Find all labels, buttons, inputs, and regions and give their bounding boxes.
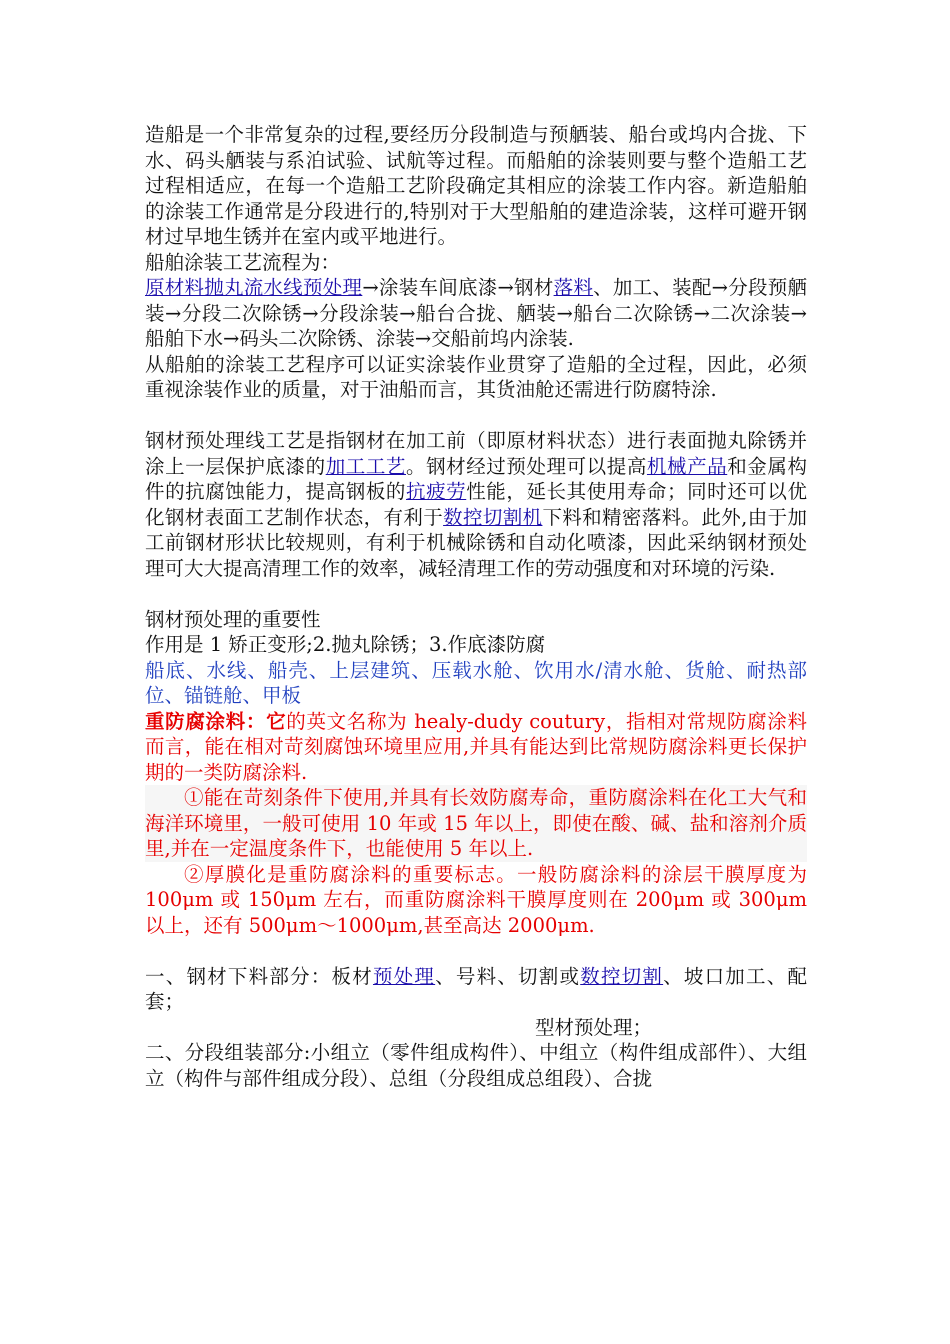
heavy-duty-coating-term: 重防腐涂料：它 (145, 709, 287, 733)
process-flow-paragraph (145, 275, 807, 352)
pretreatment-text-5: 下料和精密落料。此外,由于加工前钢材形状比较规则，有利于机械除锈和自动化喷漆，因此采纳钢材预处理可大大提高清理工作的效率，减轻清理工作的劳动强度和对环境的污染. (145, 505, 807, 580)
link-blanking[interactable]: 落料 (553, 276, 594, 299)
heavy-duty-point-2: ②厚膜化是重防腐涂料的重要标志。一般防腐涂料的涂层干膜厚度为 100μm 或 150μm 左右，而重防腐涂料干膜厚度则在 200μm 或 300μm 以上，还有 500μm～1000μm,甚至高达 2000μm. (145, 862, 807, 937)
spacer (145, 581, 807, 607)
steel-cutting-text-2: 、号料、切割或 (435, 964, 581, 988)
link-processing-technology[interactable]: 加工工艺 (325, 454, 406, 478)
profile-pretreatment-line: 型材预处理； (535, 1015, 653, 1039)
heavy-duty-point-1: ①能在苛刻条件下使用,并具有长效防腐寿命，重防腐涂料在化工大气和海洋环境里，一般可使用 10 年或 15 年以上，即使在酸、碱、盐和溶剂介质里,并在一定温度条件下，也能使用 5 年以上. (145, 786, 807, 860)
process-heading: 船舶涂装工艺流程为： (145, 250, 341, 274)
link-raw-material-pretreatment[interactable]: 原材料抛丸流水线预处理 (145, 276, 363, 299)
link-mechanical-products[interactable]: 机械产品 (646, 454, 728, 478)
pretreatment-importance-heading: 钢材预处理的重要性 (145, 607, 321, 631)
coating-importance-paragraph: 从船舶的涂装工艺程序可以证实涂装作业贯穿了造船的全过程，因此，必须重视涂装作业的质量，对于油船而言，其货油舱还需进行防腐特涂. (145, 352, 807, 401)
link-cnc-cutting[interactable]: 数控切割 (580, 964, 664, 988)
intro-paragraph: 造船是一个非常复杂的过程,要经历分段制造与预舾装、船台或坞内合拢、下水、码头舾装与系泊试验、试航等过程。而船舶的涂装则要与整个造船工艺过程相适应，在每一个造船工艺阶段确定其相应的涂装工作内容。新造船舶的涂装工作通常是分段进行的,特别对于大型船舶的建造涂装，这样可避开钢材过早地生锈并在室内或平地进行。 (145, 123, 807, 248)
pretreatment-text-1: 钢材预处理线工艺是指钢材在加工前（即原材料状态）进行表面抛丸除锈并涂上一层保护底漆的 (145, 429, 807, 478)
link-cnc-cutting-machine[interactable]: 数控切割机 (443, 505, 543, 529)
document-body (145, 122, 807, 1091)
link-anti-fatigue[interactable]: 抗疲劳 (406, 480, 467, 503)
pretreatment-functions: 作用是 1 矫正变形;2.抛丸除锈；3.作底漆防腐 (145, 633, 546, 656)
process-flow-text-1: →涂装车间底漆→钢材 (362, 276, 554, 299)
steel-cutting-text-3: 、坡口加工、配套； (145, 964, 807, 1013)
process-flow-text-2: 、加工、装配→分段预舾装→分段二次除锈→分段涂装→船台合拢、舾装→船台二次除锈→二次涂装→船舶下水→码头二次除锈、涂装→交船前坞内涂装. (145, 276, 807, 350)
pretreatment-paragraph (145, 428, 807, 581)
spacer (145, 403, 807, 429)
pretreatment-text-3: 和金属构件的抗腐蚀能力，提高钢板的 (145, 454, 807, 503)
pretreatment-text-4: 性能，延长其使用寿命；同时还可以优化钢材表面工艺制作状态，有利于 (145, 480, 807, 529)
link-pretreatment[interactable]: 预处理 (372, 964, 436, 988)
ship-areas-list: 船底、水线、船壳、上层建筑、压载水舱、饮用水/清水舱、货舱、耐热部位、锚链舱、甲板 (145, 658, 807, 707)
spacer (145, 938, 807, 964)
heavy-duty-coating-text: 的英文名称为 healy-dudy coutury，指相对常规防腐涂料而言，能在相对苛刻腐蚀环境里应用,并具有能达到比常规防腐涂料更长保护期的一类防腐涂料. (145, 709, 807, 784)
steel-cutting-section (145, 964, 807, 1015)
block-assembly-section: 二、分段组装部分:小组立（零件组成构件）、中组立（构件组成部件）、大组立（构件与部件组成分段）、总组（分段组成总组段）、合拢 (145, 1041, 807, 1090)
steel-cutting-text-1: 一、钢材下料部分：板材 (145, 964, 373, 988)
heavy-duty-coating-definition (145, 709, 807, 786)
pretreatment-text-2: 。钢材经过预处理可以提高 (406, 454, 647, 478)
